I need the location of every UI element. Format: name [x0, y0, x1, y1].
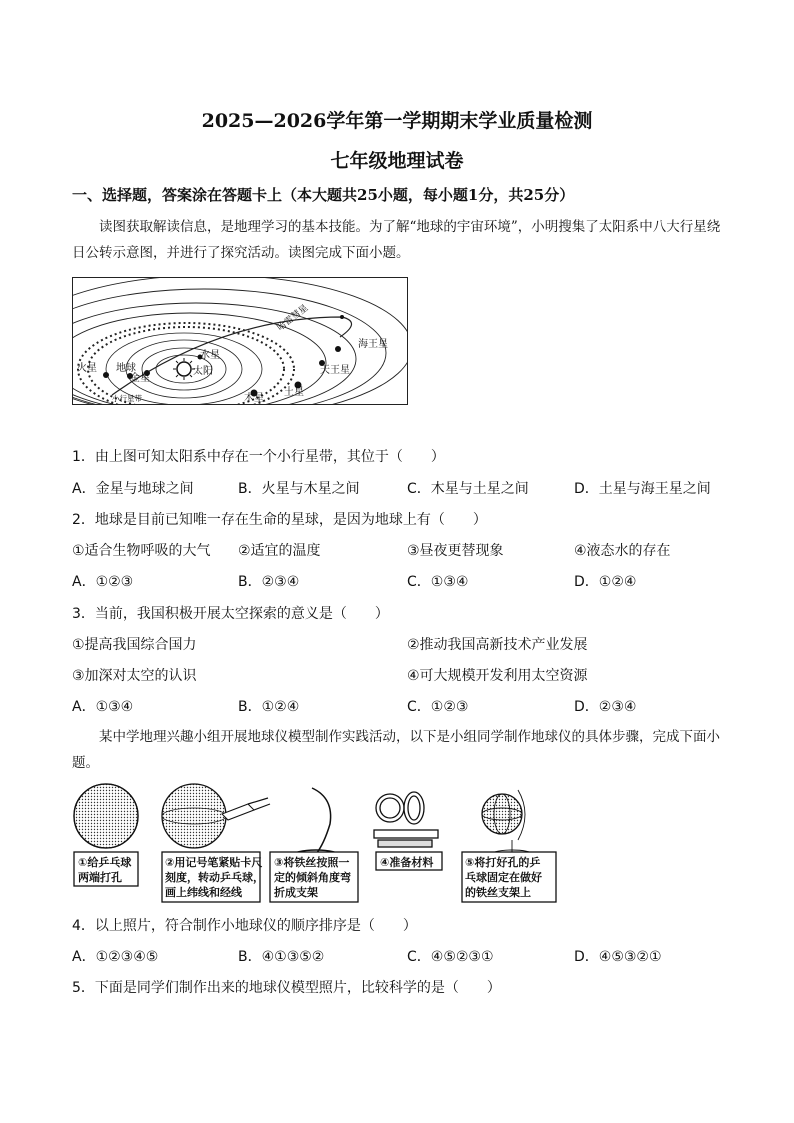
step-5-line-3: 的铁丝支架上	[465, 886, 531, 899]
step-3-line-2: 定的倾斜角度弯	[274, 871, 351, 884]
label-earth: 地球	[116, 363, 136, 374]
question-2-stem: 2．地球是目前已知唯一存在生命的星球，是因为地球上有（ ）	[72, 512, 487, 528]
intro-paragraph-1: 读图获取解读信息，是地理学习的基本技能。为了解“地球的宇宙环境”，小明搜集了太阳系中八大行星绕日公转示意图，并进行了探究活动。读图完成下面小题。	[72, 219, 721, 261]
label-mars: 火星	[77, 363, 97, 374]
label-mercury: 水星	[200, 350, 220, 361]
q2-statement-4: ④液态水的存在	[574, 543, 671, 559]
label-jupiter: 木星	[244, 393, 264, 404]
q2-statement-2: ②适宜的温度	[238, 543, 321, 559]
q2-option-a[interactable]: A．①②③	[72, 574, 134, 590]
solar-system-diagram	[72, 277, 408, 405]
label-venus: 金星	[130, 373, 150, 384]
q2-option-c[interactable]: C．①③④	[407, 574, 469, 590]
q3-option-d[interactable]: D．②③④	[574, 699, 637, 715]
step-3-wire-stand-image	[292, 788, 340, 862]
q2-statement-1: ①适合生物呼吸的大气	[72, 543, 211, 559]
q2-option-b[interactable]: B．②③④	[238, 574, 300, 590]
q4-option-b[interactable]: B．④①③⑤②	[238, 949, 325, 965]
q4-option-d[interactable]: D．④⑤③②①	[574, 949, 662, 965]
step-4-materials-image	[374, 792, 438, 847]
q1-option-c[interactable]: C．木星与土星之间	[407, 481, 529, 497]
step-2-line-1: ②用记号笔紧贴卡尺	[165, 856, 263, 869]
step-2-line-2: 刻度，转动乒乓球，	[165, 871, 264, 884]
question-5-stem: 5．下面是同学们制作出来的地球仪模型照片，比较科学的是（ ）	[72, 980, 501, 996]
section-heading: 一、选择题，答案涂在答题卡上（本大题共25小题，每小题1分，共25分）	[72, 186, 575, 204]
step-2-ball-marker-image	[162, 784, 270, 848]
page-subtitle: 七年级地理试卷	[330, 150, 464, 172]
step-5-line-2: 乓球固定在做好	[465, 871, 542, 884]
comet-dot	[340, 315, 344, 319]
q3-statement-1: ①提高我国综合国力	[72, 637, 197, 653]
label-asteroid-belt: 小行星带	[112, 394, 142, 403]
q1-option-b[interactable]: B．火星与木星之间	[238, 481, 360, 497]
page-title: 2025—2026学年第一学期期末学业质量检测	[201, 110, 593, 132]
sun-icon	[173, 358, 195, 380]
q4-option-c[interactable]: C．④⑤②③①	[407, 949, 494, 965]
step-1-ball-image	[74, 784, 138, 848]
q3-option-b[interactable]: B．①②④	[238, 699, 300, 715]
step-2-line-3: 画上纬线和经线	[165, 886, 242, 899]
step-4-line-1: ④准备材料	[380, 856, 434, 869]
label-saturn: 土星	[284, 387, 304, 398]
globe-steps-figure	[72, 780, 562, 906]
q2-statement-3: ③昼夜更替现象	[407, 543, 504, 559]
label-sun: 太阳	[193, 366, 213, 377]
step-1-line-2: 两端打孔	[78, 871, 122, 884]
step-1-line-1: ①给乒乓球	[78, 856, 132, 869]
label-uranus: 天王星	[320, 365, 350, 376]
q3-statement-4: ④可大规模开发利用太空资源	[407, 668, 588, 684]
question-4-stem: 4．以上照片，符合制作小地球仪的顺序排序是（ ）	[72, 918, 417, 934]
q2-option-d[interactable]: D．①②④	[574, 574, 637, 590]
q3-statement-3: ③加深对太空的认识	[72, 668, 197, 684]
step-5-line-1: ⑤将打好孔的乒	[465, 856, 541, 869]
label-neptune: 海王星	[358, 339, 388, 350]
question-1-stem: 1．由上图可知太阳系中存在一个小行星带，其位于（ ）	[72, 449, 445, 465]
step-5-globe-image	[482, 790, 532, 858]
q4-option-a[interactable]: A．①②③④⑤	[72, 949, 159, 965]
q1-option-d[interactable]: D．土星与海王星之间	[574, 481, 711, 497]
mars-dot	[103, 372, 109, 378]
q3-statement-2: ②推动我国高新技术产业发展	[407, 637, 588, 653]
q3-option-a[interactable]: A．①③④	[72, 699, 134, 715]
neptune-dot	[335, 346, 341, 352]
step-3-line-3: 折成支架	[274, 886, 318, 899]
intro-paragraph-2: 某中学地理兴趣小组开展地球仪模型制作实践活动，以下是小组同学制作地球仪的具体步骤，完成下面小题。	[72, 729, 720, 771]
step-3-line-1: ③将铁丝按照一	[274, 856, 350, 869]
label-comet: 哈雷彗星	[275, 303, 311, 334]
q3-option-c[interactable]: C．①②③	[407, 699, 469, 715]
q1-option-a[interactable]: A．金星与地球之间	[72, 481, 194, 497]
question-3-stem: 3．当前，我国积极开展太空探索的意义是（ ）	[72, 606, 389, 622]
